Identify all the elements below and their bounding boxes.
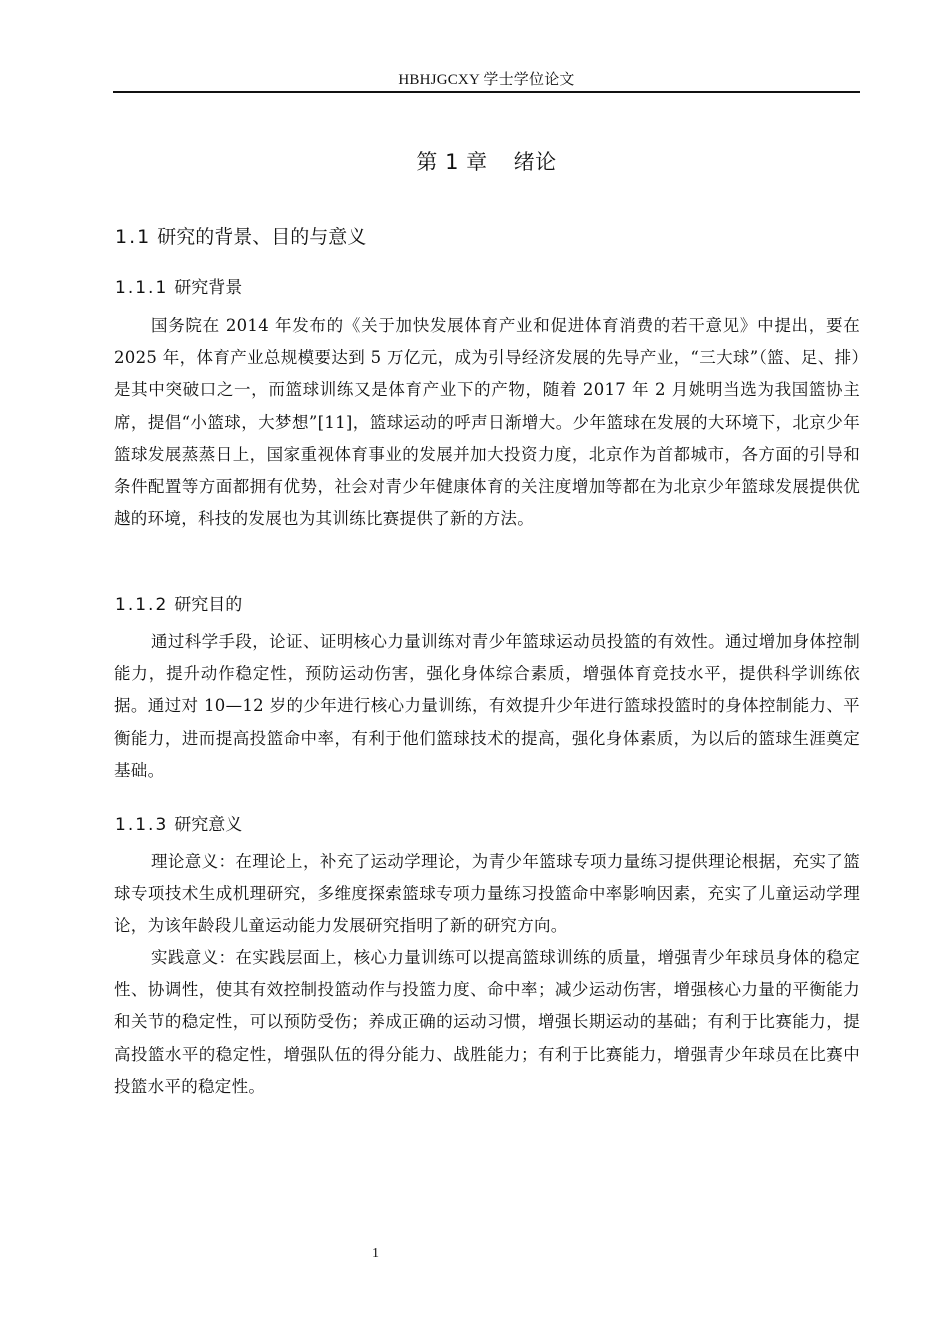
body-paragraph: 国务院在 2014 年发布的《关于加快发展体育产业和促进体育消费的若干意见》中提出，要在 2025 年，体育产业总规模要达到 5 万亿元，成为引导经济发展的先导产业，“三大球”（篮、足、排）是其中突破口之一，而篮球训练又是体育产业下的产物，随着 2017 年 2 月姚明当选为我国篮协主席，提倡“小篮球，大梦想”[11]，篮球运动的呼声日渐增大。少年篮球在发展的大环境下，北京少年篮球发展蒸蒸日上，国家重视体育事业的发展并加大投资力度，北京作为首都城市，各方面的引导和条件配置等方面都拥有优势，社会对青少年健康体育的关注度增加等都在为北京少年篮球发展提供优越的环境，科技的发展也为其训练比赛提供了新的方法。: [114, 316, 860, 529]
chapter-title: [113, 146, 860, 176]
subsection-number: 1.1.3: [115, 815, 169, 835]
body-paragraph: 实践意义：在实践层面上，核心力量训练可以提高篮球训练的质量，增强青少年球员身体的稳定性、协调性，使其有效控制投篮动作与投篮力度、命中率；减少运动伤害，增强核心力量的平衡能力和关节的稳定性，可以预防受伤；养成正确的运动习惯，增强长期运动的基础；有利于比赛能力，提高投篮水平的稳定性，增强队伍的得分能力、战胜能力；有利于比赛能力，增强青少年球员在比赛中投篮水平的稳定性。: [114, 948, 860, 1096]
header-rule: [113, 91, 860, 93]
subsection-title: 研究背景: [174, 278, 243, 298]
body-paragraph: 通过科学手段，论证、证明核心力量训练对青少年篮球运动员投篮的有效性。通过增加身体控制能力，提升动作稳定性，预防运动伤害，强化身体综合素质，增强体育竞技水平，提供科学训练依据。通过对 10—12 岁的少年进行核心力量训练，有效提升少年进行篮球投篮时的身体控制能力、平衡能力，进而提高投篮命中率，有利于他们篮球技术的提高，强化身体素质，为以后的篮球生涯奠定基础。: [114, 632, 860, 780]
subsection-heading: [115, 273, 242, 298]
chapter-name: 绪论: [513, 150, 557, 174]
subsection-heading: [115, 810, 242, 835]
subsection-number: 1.1.2: [115, 595, 169, 615]
section-title: 研究的背景、目的与意义: [157, 226, 367, 248]
subsection-title: 研究意义: [174, 815, 243, 835]
subsection-title: 研究目的: [174, 595, 243, 615]
section-heading: [115, 222, 366, 249]
body-paragraph: 理论意义：在理论上，补充了运动学理论，为青少年篮球专项力量练习提供理论根据，充实了篮球专项技术生成机理研究，多维度探索篮球专项力量练习投篮命中率影响因素，充实了儿童运动学理论，为该年龄段儿童运动能力发展研究指明了新的研究方向。: [114, 852, 860, 936]
section-number: 1.1: [115, 226, 152, 248]
page-number: 1: [372, 1246, 379, 1261]
subsection-number: 1.1.1: [115, 278, 169, 298]
chapter-number: 第 1 章: [416, 150, 488, 174]
running-header: HBHJGCXY 学士学位论文: [398, 72, 575, 88]
subsection-heading: [115, 590, 242, 615]
